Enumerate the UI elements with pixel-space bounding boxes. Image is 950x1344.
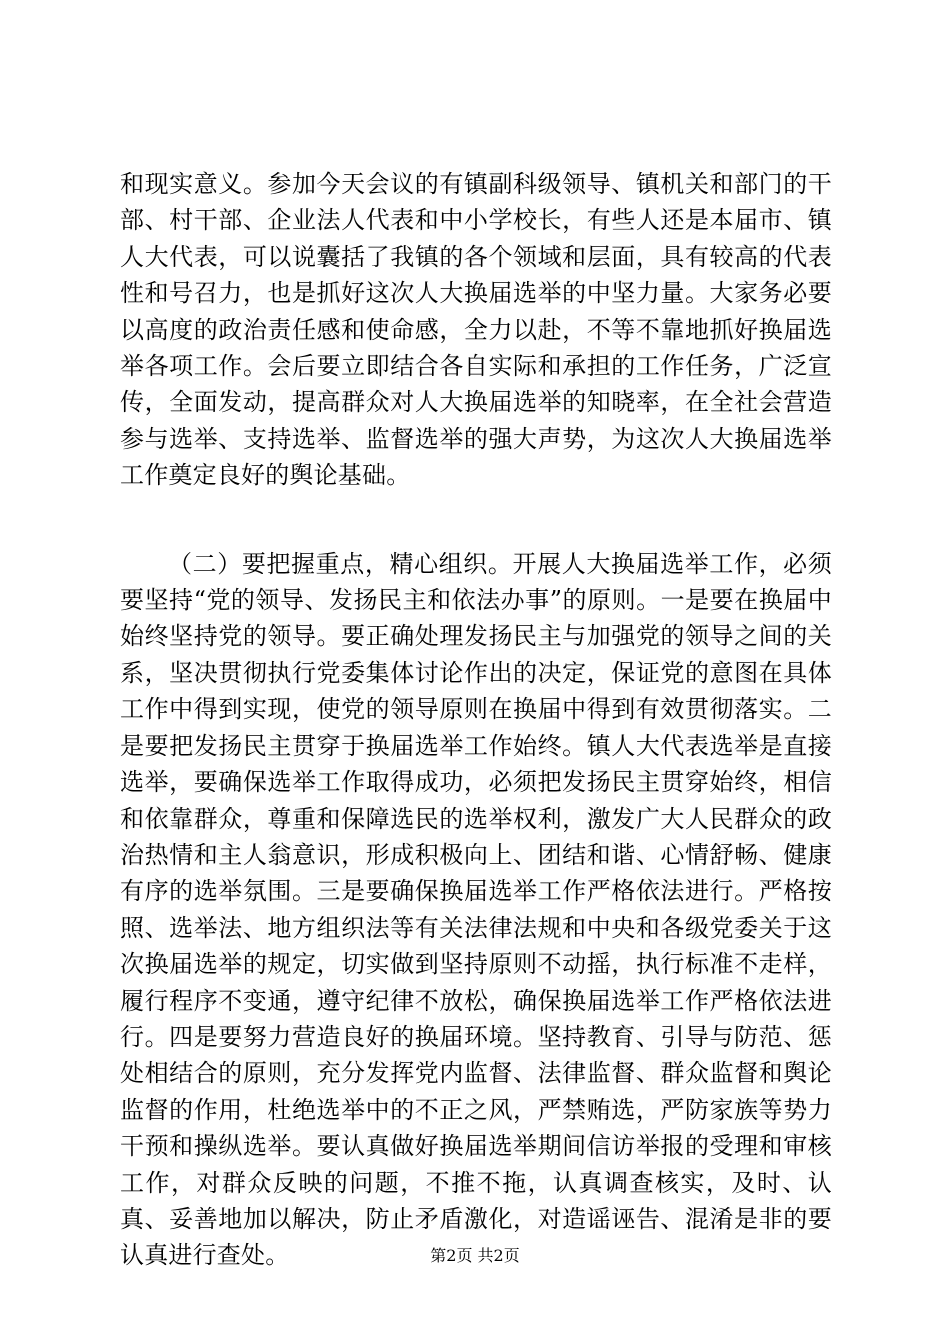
paragraph-1: 和现实意义。参加今天会议的有镇副科级领导、镇机关和部门的干部、村干部、企业法人代表和中小学校长，有些人还是本届市、镇人大代表，可以说囊括了我镇的各个领域和层面，具有较高的代表性和号召力，也是抓好这次人大换届选举的中坚力量。大家务必要以高度的政治责任感和使命感，全力以赴，不等不靠地抓好换届选举各项工作。会后要立即结合各自实际和承担的工作任务，广泛宣传，全面发动，提高群众对人大换届选举的知晓率，在全社会营造参与选举、支持选举、监督选举的强大声势，为这次人大换届选举工作奠定良好的舆论基础。 [120, 170, 832, 490]
paragraph-gap [120, 494, 832, 546]
document-body [120, 166, 832, 1274]
paragraph-2: （二）要把握重点，精心组织。开展人大换届选举工作，必须要坚持“党的领导、发扬民主和依法办事”的原则。一是要在换届中始终坚持党的领导。要正确处理发扬民主与加强党的领导之间的关系，坚决贯彻执行党委集体讨论作出的决定，保证党的意图在具体工作中得到实现，使党的领导原则在换届中得到有效贯彻落实。二是要把发扬民主贯穿于换届选举工作始终。镇人大代表选举是直接选举，要确保选举工作取得成功，必须把发扬民主贯穿始终，相信和依靠群众，尊重和保障选民的选举权利，激发广大人民群众的政治热情和主人翁意识，形成积极向上、团结和谐、心情舒畅、健康有序的选举氛围。三是要确保换届选举工作严格依法进行。严格按照、选举法、地方组织法等有关法律法规和中央和各级党委关于这次换届选举的规定，切实做到坚持原则不动摇，执行标准不走样，履行程序不变通，遵守纪律不放松，确保换届选举工作严格依法进行。四是要努力营造良好的换届环境。坚持教育、引导与防范、惩处相结合的原则，充分发挥党内监督、法律监督、群众监督和舆论监督的作用，杜绝选举中的不正之风，严禁贿选，严防家族等势力干预和操纵选举。要认真做好换届选举期间信访举报的受理和审核工作，对群众反映的问题，不推不拖，认真调查核实，及时、认真、妥善地加以解决，防止矛盾激化，对造谣诬告、混淆是非的要认真进行查处。 [120, 549, 832, 1270]
page-footer: 第2页 共2页 [430, 1246, 520, 1265]
